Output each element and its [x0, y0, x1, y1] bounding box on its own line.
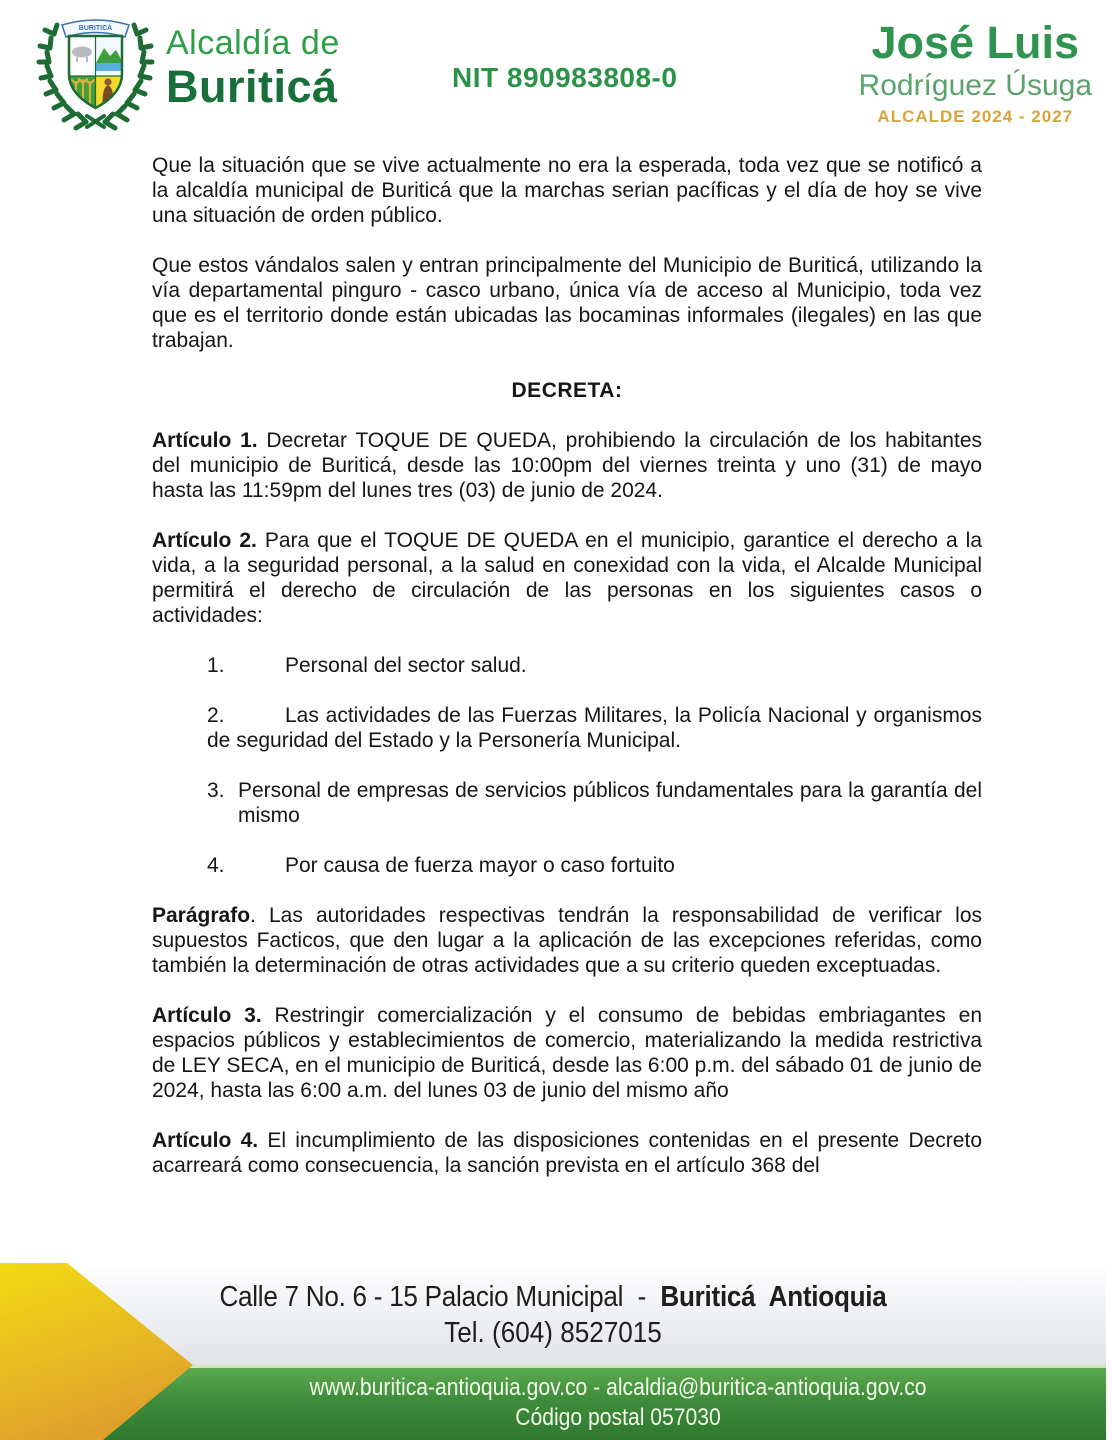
- article-2-label: Artículo 2.: [152, 529, 257, 552]
- mayor-surname: Rodríguez Úsuga: [858, 69, 1092, 102]
- item-number: 1.: [207, 654, 225, 677]
- list-item: [207, 778, 982, 828]
- decree-heading: DECRETA:: [511, 379, 623, 402]
- item-text: Personal de empresas de servicios públicos fundamentales para la garantía del mismo: [238, 779, 982, 827]
- address-separator: -: [637, 1281, 647, 1313]
- list-item: [207, 653, 982, 678]
- item-text: Personal del sector salud.: [285, 654, 527, 677]
- mayor-block: [858, 17, 1092, 126]
- item-number: 4.: [207, 854, 225, 877]
- list-item: [207, 853, 982, 878]
- coat-of-arms-icon: [28, 10, 163, 141]
- address-city: Buriticá Antioquia: [660, 1281, 887, 1313]
- article-4-label: Artículo 4.: [152, 1129, 259, 1152]
- website-email-line: www.buritica-antioquia.gov.co - alcaldia@buritica-antioquia.gov.co: [309, 1374, 927, 1401]
- item-number: 2.: [207, 704, 225, 727]
- document-body: [152, 153, 982, 1203]
- item-text: Las actividades de las Fuerzas Militares, la Policía Nacional y organismos de seguridad del Estado y la Personería Municipal.: [207, 704, 982, 752]
- article-1-label: Artículo 1.: [152, 429, 258, 452]
- item-text: Por causa de fuerza mayor o caso fortuito: [285, 854, 675, 877]
- intro-paragraph: Que la situación que se vive actualmente no era la esperada, toda vez que se notificó a la alcaldía municipal de Buriticá que la marchas serian pacíficas y el día de hoy se vive una situación de orden público.: [152, 154, 982, 227]
- paragrafo: Parágrafo. Las autoridades respectivas tendrán la responsabilidad de verificar los supuestos Facticos, que den lugar a la aplicación de las excepciones referidas, como también la determinación de otras actividades que a su criterio queden exceptuadas.: [152, 904, 982, 977]
- article-1: Artículo 1. Decretar TOQUE DE QUEDA, prohibiendo la circulación de los habitantes del municipio de Buriticá, desde las 10:00pm del viernes treinta y uno (31) de mayo hasta las 11:59pm del lunes tres (03) de junio de 2024.: [152, 429, 983, 502]
- org-name-line1: Alcaldía de: [166, 24, 340, 62]
- intro-paragraph: Que estos vándalos salen y entran principalmente del Municipio de Buriticá, utilizando la vía departamental pinguro - casco urbano, única vía de acceso al Municipio, toda vez que es el territorio donde están ubicadas las bocaminas informales (ilegales) en las que trabajan.: [152, 254, 982, 352]
- phone-line: Tel. (604) 8527015: [444, 1317, 662, 1349]
- address-line: [55, 1281, 1050, 1314]
- postal-code-line: Código postal 057030: [515, 1404, 721, 1431]
- item-number: 3.: [207, 779, 225, 802]
- yellow-chevron-shape: [0, 1263, 200, 1440]
- paragrafo-label: Parágrafo: [152, 904, 251, 927]
- nit-label: NIT 890983808-0: [452, 62, 678, 93]
- article-3-label: Artículo 3.: [152, 1004, 262, 1027]
- article-3: Artículo 3. Restringir comercialización y el consumo de bebidas embriagantes en espacios públicos y establecimientos de comercio, materializando la medida restrictiva de LEY SECA, en el municipio de Buriticá, desde las 6:00 p.m. del sábado 01 de junio de 2024, hasta las 6:00 a.m. del lunes 03 de junio del mismo año: [152, 1004, 982, 1102]
- mayor-term: ALCALDE 2024 - 2027: [877, 107, 1074, 126]
- list-item: [207, 703, 982, 753]
- exceptions-list: [207, 653, 982, 878]
- org-name-line2: Buriticá: [166, 61, 338, 112]
- article-2: Artículo 2. Para que el TOQUE DE QUEDA en el municipio, garantice el derecho a la vida, a la seguridad personal, a la salud en conexidad con la vida, el Alcalde Municipal permitirá el derecho de circulación de las personas en los siguientes casos o actividades:: [152, 529, 982, 627]
- mayor-first-name: José Luis: [871, 17, 1080, 68]
- crest-banner-text: BURITICÁ: [78, 25, 113, 32]
- org-name: [166, 24, 340, 112]
- article-4: Artículo 4. El incumplimiento de las disposiciones contenidas en el presente Decreto acarreará como consecuencia, la sanción prevista en el artículo 368 del: [152, 1129, 982, 1177]
- address-street: Calle 7 No. 6 - 15 Palacio Municipal: [219, 1281, 624, 1313]
